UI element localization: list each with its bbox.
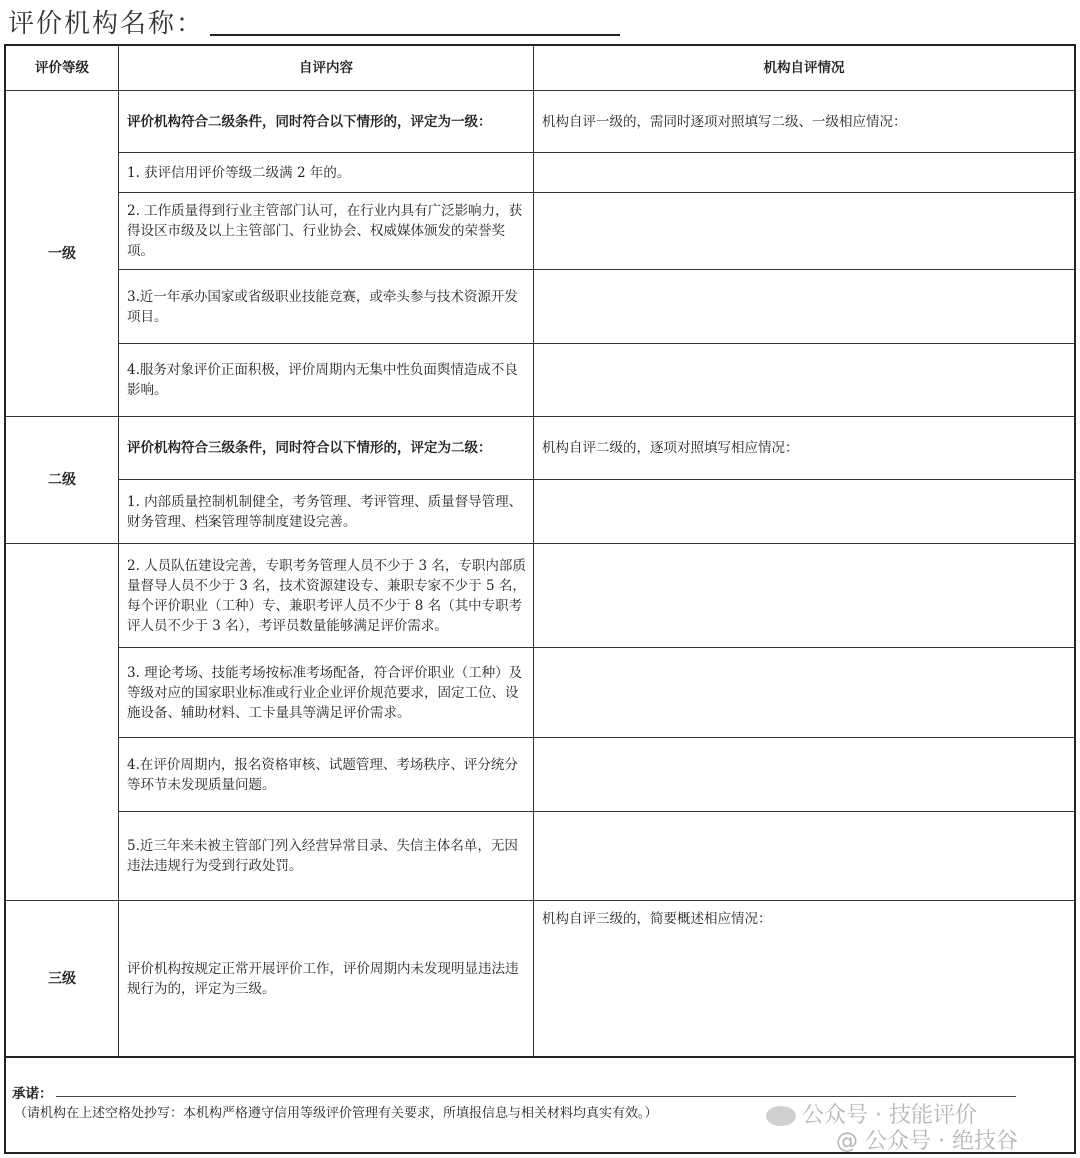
self-eval-cell[interactable]: 机构自评三级的，简要概述相应情况： — [542, 911, 772, 927]
content-cell: 3.近一年承办国家或省级职业技能竞赛，或牵头参与技术资源开发项目。 — [127, 288, 518, 325]
self-eval-cell[interactable]: 机构自评二级的，逐项对照填写相应情况： — [542, 440, 799, 456]
self-eval-cell[interactable] — [534, 270, 1074, 343]
promise-label: 承诺： — [12, 1086, 53, 1102]
title-row — [8, 4, 628, 40]
title-blank-line[interactable] — [210, 34, 620, 36]
self-eval-cell[interactable] — [534, 480, 1074, 543]
content-cell: 4.服务对象评价正面积极，评价周期内无集中性负面舆情造成不良影响。 — [127, 362, 518, 398]
grade-three: 三级 — [48, 970, 76, 987]
self-eval-cell[interactable] — [534, 544, 1074, 647]
content-cell: 评价机构按规定正常开展评价工作，评价周期内未发现明显违法违规行为的，评定为三级。 — [127, 960, 519, 997]
content-cell: 评价机构符合三级条件，同时符合以下情形的，评定为二级： — [127, 440, 492, 456]
grade-two: 二级 — [48, 472, 76, 488]
promise-note: （请机构在上述空格处抄写：本机构严格遵守信用等级评价管理有关要求，所填报信息与相关材料均真实有效。） — [14, 1106, 658, 1121]
wechat-icon — [766, 1106, 796, 1126]
content-cell: 5.近三年来未被主管部门列入经营异常目录、失信主体名单，无因违法违规行为受到行政处罚。 — [127, 838, 518, 874]
content-cell: 1. 获评信用评价等级二级满 2 年的。 — [127, 164, 351, 181]
watermark-text: 公众号 · 技能评价 — [802, 1103, 977, 1128]
content-cell: 4.在评价周期内，报名资格审核、试题管理、考场秩序、评分统分等环节未发现质量问题。 — [127, 756, 518, 793]
content-cell: 1. 内部质量控制机制健全，考务管理、考评管理、质量督导管理、财务管理、档案管理等制度建设完善。 — [127, 493, 523, 530]
row-divider — [5, 1056, 1075, 1058]
promise-blank-line[interactable] — [56, 1096, 1016, 1097]
watermark — [836, 1124, 1018, 1155]
self-eval-cell[interactable] — [534, 344, 1074, 416]
self-eval-cell[interactable] — [534, 738, 1074, 811]
watermark-text: @ 公众号 · 绝技谷 — [836, 1129, 1018, 1154]
self-eval-cell[interactable]: 机构自评一级的，需同时逐项对照填写二级、一级相应情况： — [542, 113, 907, 130]
content-cell: 2. 人员队伍建设完善，专职考务管理人员不少于 3 名，专职内部质量督导人员不少于 3 名，技术资源建设专、兼职专家不少于 5 名，每个评价职业（工种）专、兼职考评人员不少于 8 名（其中专职考评人员不少于 3 名），考评员数量能够满足评价需求。 — [127, 557, 526, 634]
title-label: 评价机构名称： — [8, 9, 205, 39]
self-eval-cell[interactable] — [534, 193, 1074, 269]
grade-one: 一级 — [48, 245, 76, 262]
header-self-eval: 机构自评情况 — [763, 60, 845, 76]
self-eval-cell[interactable] — [534, 812, 1074, 900]
self-eval-cell[interactable] — [534, 648, 1074, 737]
content-cell: 2. 工作质量得到行业主管部门认可，在行业内具有广泛影响力，获得设区市级及以上主管部门、行业协会、权威媒体颁发的荣誉奖项。 — [127, 203, 523, 259]
header-content: 自评内容 — [299, 60, 353, 76]
self-eval-cell[interactable] — [534, 153, 1074, 192]
header-grade: 评价等级 — [35, 60, 89, 76]
content-cell: 评价机构符合二级条件，同时符合以下情形的，评定为一级： — [127, 113, 492, 130]
content-cell: 3. 理论考场、技能考场按标准考场配备，符合评价职业（工种）及等级对应的国家职业标准或行业企业评价规范要求，固定工位、设施设备、辅助材料、工卡量具等满足评价需求。 — [127, 664, 523, 721]
